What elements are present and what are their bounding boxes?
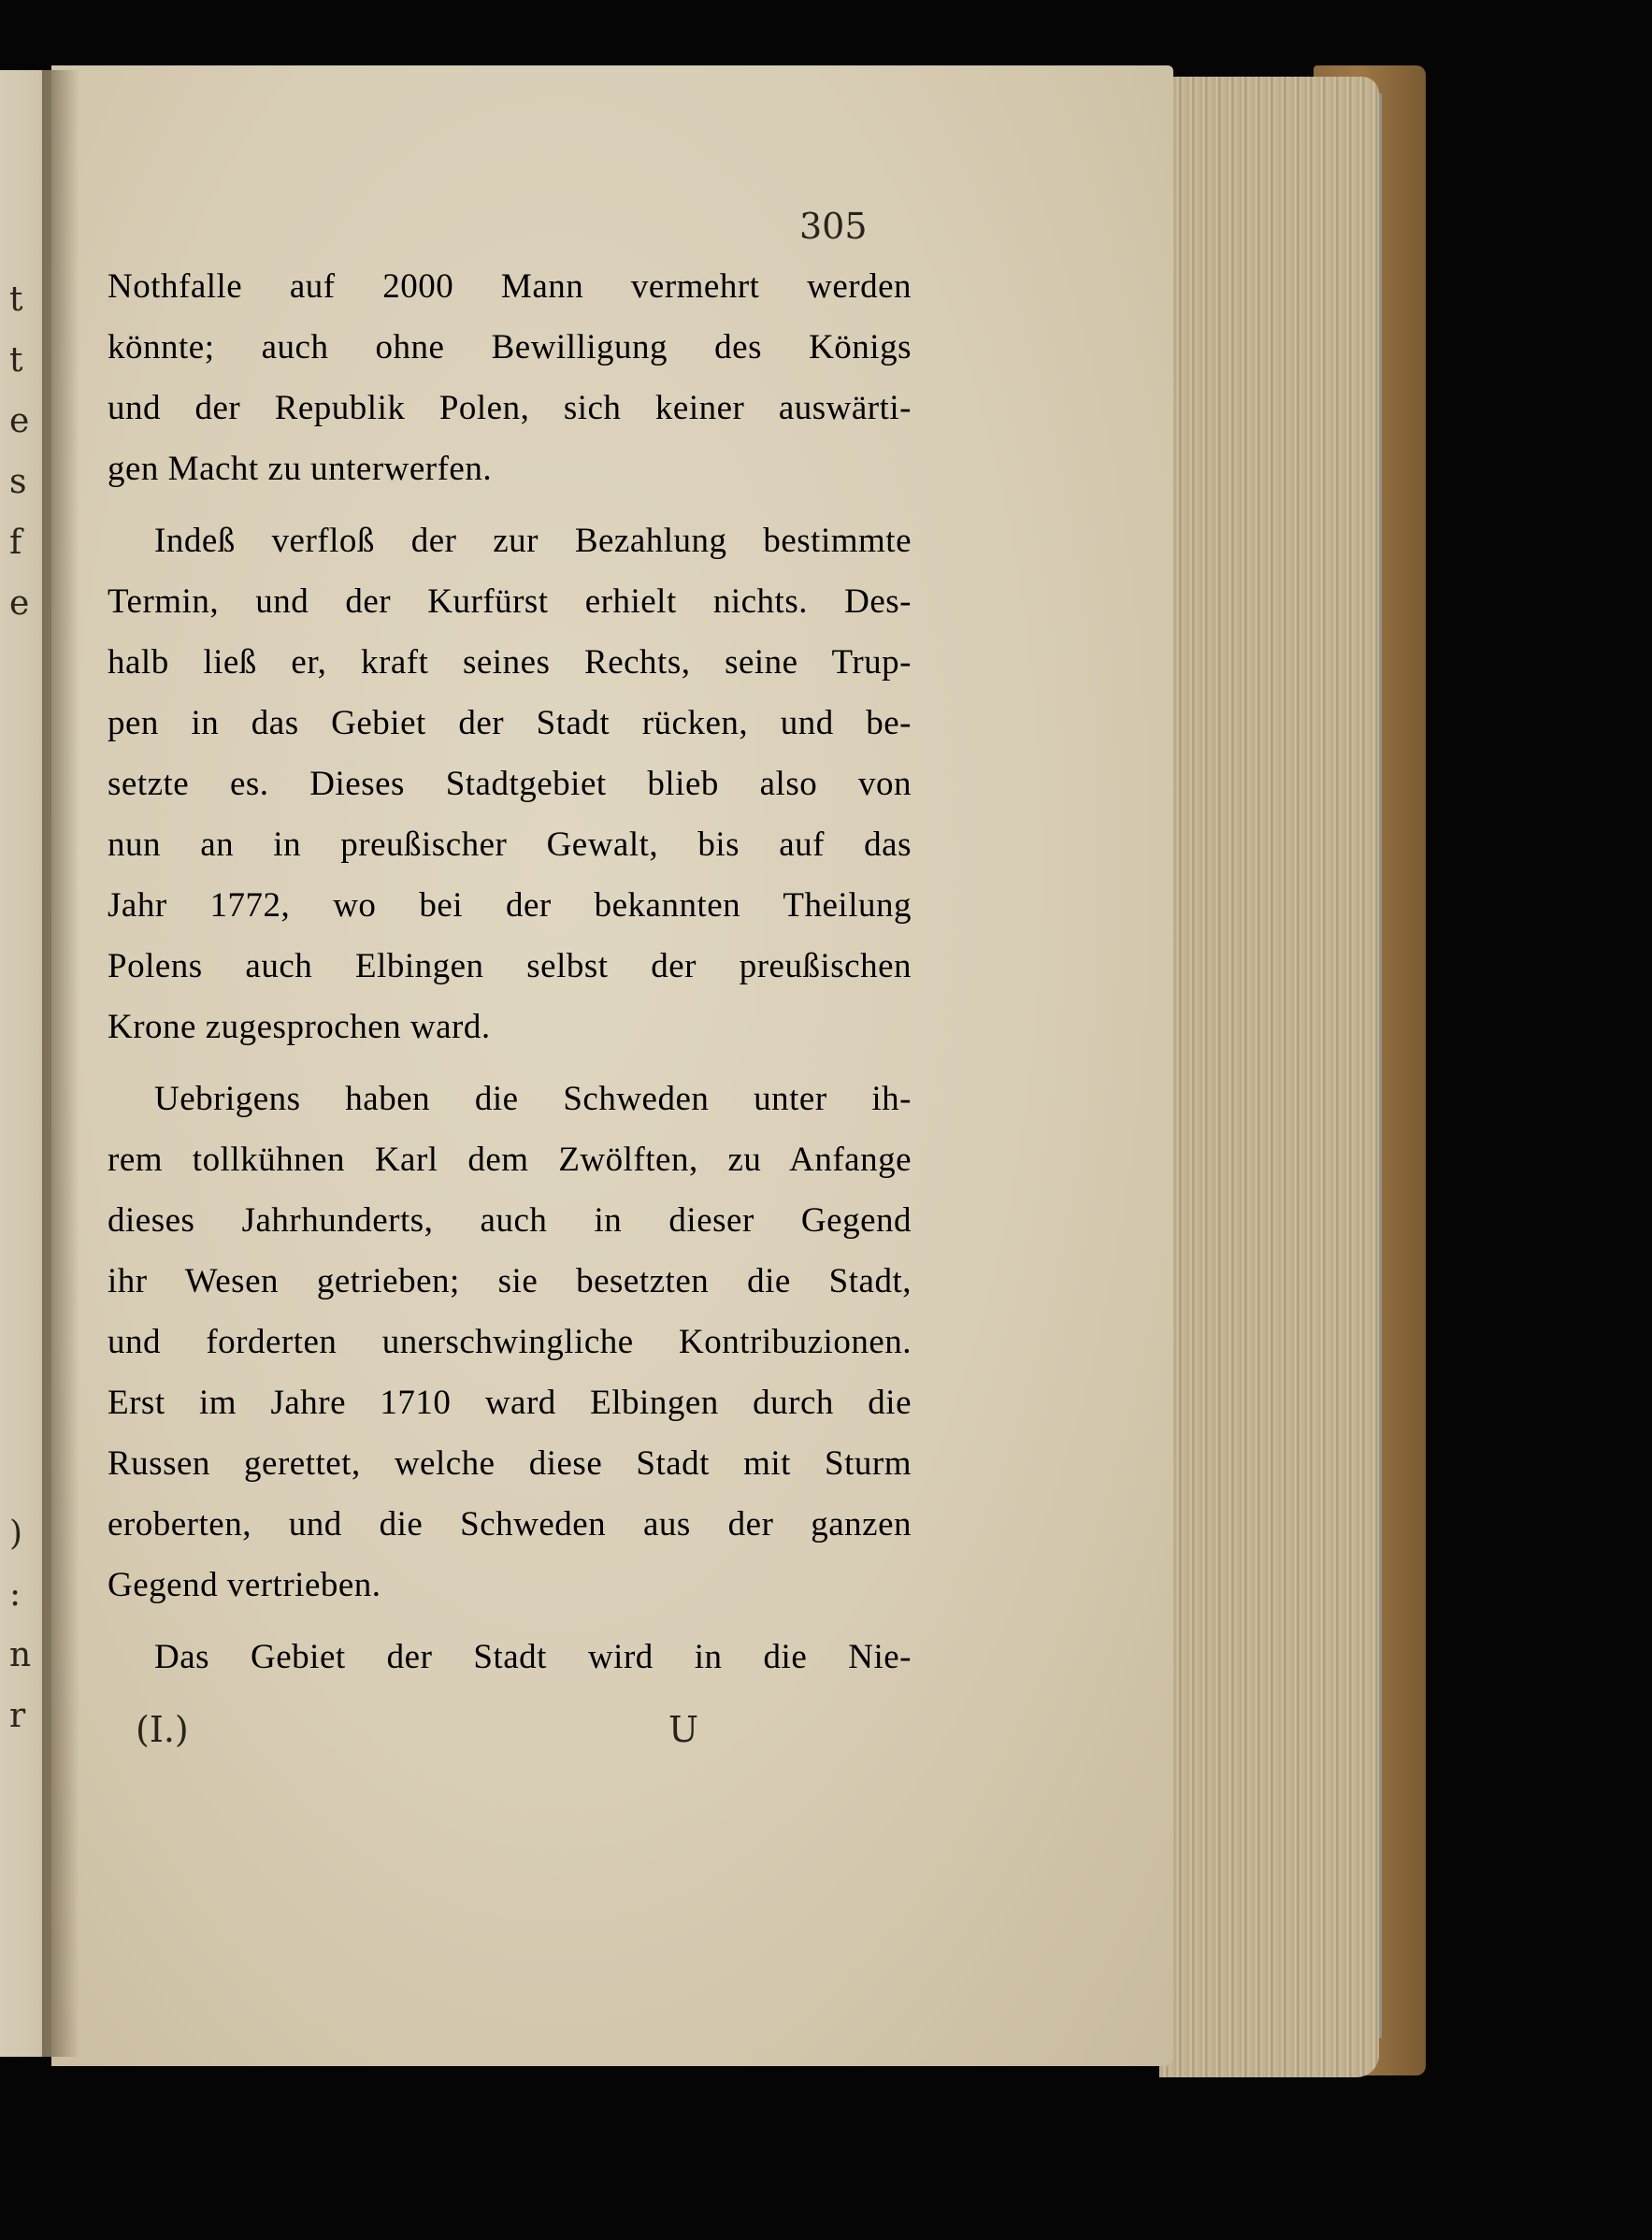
left-mark: r: [9, 1697, 26, 1735]
gathering-mark: U: [668, 1709, 699, 1750]
text-line: Nothfalle auf 2000 Mann vermehrt werden: [108, 267, 912, 306]
text-line: Russen gerettet, welche diese Stadt mit Sturm: [108, 1444, 912, 1483]
page-stack-edges: [1159, 77, 1379, 2077]
left-mark: t: [9, 280, 23, 319]
text-line: könnte; auch ohne Bewilligung des Königs: [108, 328, 912, 366]
left-mark: e: [9, 584, 30, 623]
text-line: gen Macht zu unterwerfen.: [108, 450, 493, 488]
text-line: halb ließ er, kraft seines Rechts, seine Trup-: [108, 643, 912, 682]
page-number: 305: [799, 206, 868, 247]
text-line: rem tollkühnen Karl dem Zwölften, zu Anfange: [108, 1141, 912, 1179]
text-line: Uebrigens haben die Schweden unter ih-: [154, 1080, 912, 1118]
text-line: Polens auch Elbingen selbst der preußischen: [108, 947, 912, 985]
left-mark: ): [9, 1515, 23, 1553]
text-line: Indeß verfloß der zur Bezahlung bestimmte: [154, 522, 912, 560]
left-mark: :: [9, 1575, 22, 1614]
text-line: pen in das Gebiet der Stadt rücken, und be-: [108, 704, 912, 742]
text-line: eroberten, und die Schweden aus der ganzen: [108, 1505, 912, 1544]
left-mark: s: [9, 463, 27, 501]
text-line: nun an in preußischer Gewalt, bis auf das: [108, 826, 912, 864]
left-mark: e: [9, 402, 30, 440]
text-line: Jahr 1772, wo bei der bekannten Theilung: [108, 886, 912, 925]
text-line: und der Republik Polen, sich keiner auswärti-: [108, 389, 912, 427]
text-line: und forderten unerschwingliche Kontribuzionen.: [108, 1323, 912, 1361]
text-line: dieses Jahrhunderts, auch in dieser Gegend: [108, 1201, 912, 1240]
text-line: Das Gebiet der Stadt wird in die Nie-: [154, 1638, 912, 1676]
left-mark: t: [9, 341, 23, 380]
text-line: ihr Wesen getrieben; sie besetzten die Stadt,: [108, 1262, 912, 1300]
left-mark: f: [9, 524, 22, 562]
text-line: Termin, und der Kurfürst erhielt nichts. Des-: [108, 582, 912, 621]
text-line: setzte es. Dieses Stadtgebiet blieb also von: [108, 765, 912, 803]
right-page: [51, 65, 1173, 2066]
text-line: Gegend vertrieben.: [108, 1566, 381, 1604]
gutter-shadow: [42, 70, 79, 2057]
text-line: Erst im Jahre 1710 ward Elbingen durch die: [108, 1384, 912, 1422]
text-line: Krone zugesprochen ward.: [108, 1008, 491, 1046]
left-page-line-ends: [9, 70, 47, 2057]
left-mark: n: [9, 1636, 32, 1674]
signature-mark: (I.): [136, 1709, 189, 1750]
